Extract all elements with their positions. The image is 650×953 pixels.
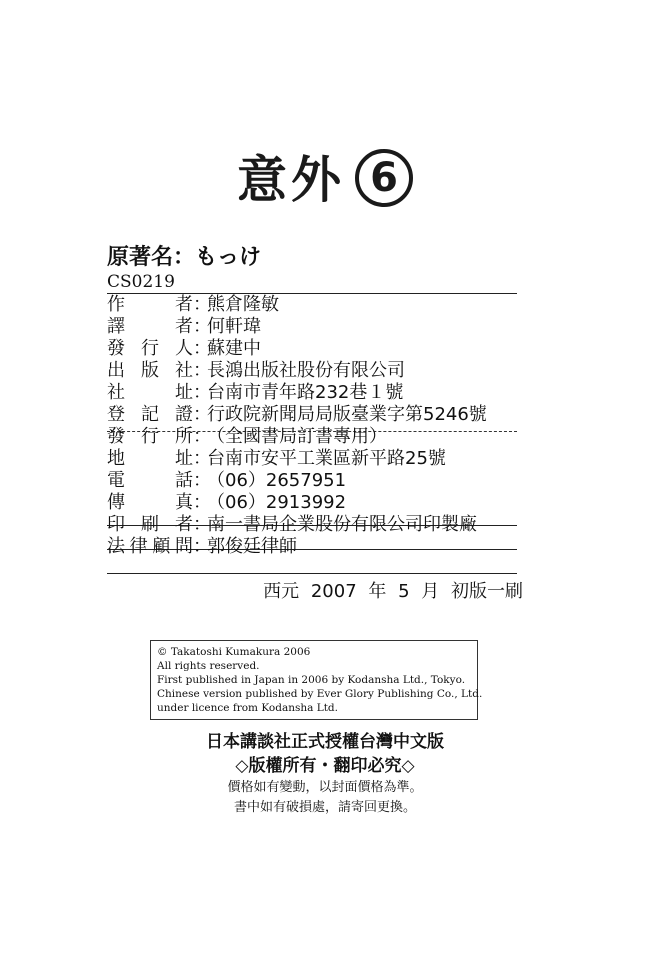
credit-value: 台南市青年路232巷１號 — [207, 382, 404, 403]
authorization-notice: 日本講談社正式授權台灣中文版 — [206, 732, 444, 752]
book-title — [0, 140, 650, 212]
copyright-line: under licence from Kodansha Ltd. — [157, 702, 338, 714]
credit-colon: ： — [193, 448, 211, 469]
credit-colon: ： — [193, 492, 211, 513]
credit-value: 何軒瑋 — [207, 316, 261, 337]
credit-colon: ： — [193, 426, 211, 447]
credit-label: 發 行 人 — [107, 338, 193, 359]
price-notice: 價格如有變動，以封面價格為準。 — [227, 780, 423, 795]
credit-label: 地 址 — [107, 448, 193, 469]
credit-row — [107, 470, 527, 492]
credit-value: （06）2657951 — [207, 470, 347, 491]
credit-value: 熊倉隆敏 — [207, 294, 279, 315]
credit-value: （全國書局訂書專用） — [207, 426, 387, 447]
credit-colon: ： — [193, 382, 211, 403]
publish-date: 西元 2007 年 5 月 初版一刷 — [263, 581, 523, 602]
credit-label: 電 話 — [107, 470, 193, 491]
credit-label: 出 版 社 — [107, 360, 193, 381]
credit-value: 蘇建中 — [207, 338, 261, 359]
credit-label: 法 律 顧 問 — [107, 536, 193, 557]
credit-row — [107, 404, 527, 426]
copyright-box — [150, 640, 483, 720]
credit-label: 登 記 證 — [107, 404, 193, 425]
damage-notice: 書中如有破損處，請寄回更換。 — [233, 800, 416, 815]
credit-label: 傳 真 — [107, 492, 193, 513]
copyright-line: First published in Japan in 2006 by Kodansha Ltd., Tokyo. — [157, 674, 466, 686]
credit-colon: ： — [193, 360, 211, 381]
volume-number: 6 — [355, 149, 413, 207]
credit-row — [107, 360, 527, 382]
credit-value: 郭俊廷律師 — [207, 536, 297, 557]
credit-label: 印 刷 者 — [107, 514, 193, 535]
credit-value: 長鴻出版社股份有限公司 — [207, 360, 405, 381]
credit-colon: ： — [193, 470, 211, 491]
credit-colon: ： — [193, 404, 211, 425]
credit-row — [107, 492, 527, 514]
credit-row — [107, 536, 527, 558]
credit-row — [107, 294, 527, 316]
credit-colon: ： — [193, 514, 211, 535]
copyright-line: Chinese version published by Ever Glory Publishing Co., Ltd. — [157, 688, 483, 700]
credit-value: 南一書局企業股份有限公司印製廠 — [207, 514, 477, 535]
rights-notice: ◇版權所有・翻印必究◇ — [235, 756, 415, 776]
credit-value: 行政院新聞局局版臺業字第5246號 — [207, 404, 487, 425]
credit-colon: ： — [193, 536, 211, 557]
credit-value: （06）2913992 — [207, 492, 347, 513]
credit-value: 台南市安平工業區新平路25號 — [207, 448, 446, 469]
credit-row — [107, 514, 527, 536]
credits-list — [107, 294, 527, 558]
credit-label: 作 者 — [107, 294, 193, 315]
copyright-line: © Takatoshi Kumakura 2006 — [157, 646, 311, 658]
credit-label: 社 址 — [107, 382, 193, 403]
credit-row — [107, 316, 527, 338]
credit-colon: ： — [193, 338, 211, 359]
original-title: 原著名：もっけ — [107, 245, 262, 270]
credit-row — [107, 426, 527, 448]
catalog-code: CS0219 — [107, 272, 175, 292]
book-title-text: 意外 — [237, 151, 345, 209]
credit-colon: ： — [193, 316, 211, 337]
credit-label: 譯 者 — [107, 316, 193, 337]
credit-label: 發 行 所 — [107, 426, 193, 447]
credit-row — [107, 448, 527, 470]
credit-row — [107, 338, 527, 360]
credit-row — [107, 382, 527, 404]
divider — [107, 573, 517, 574]
copyright-line: All rights reserved. — [157, 660, 260, 672]
credit-colon: ： — [193, 294, 211, 315]
